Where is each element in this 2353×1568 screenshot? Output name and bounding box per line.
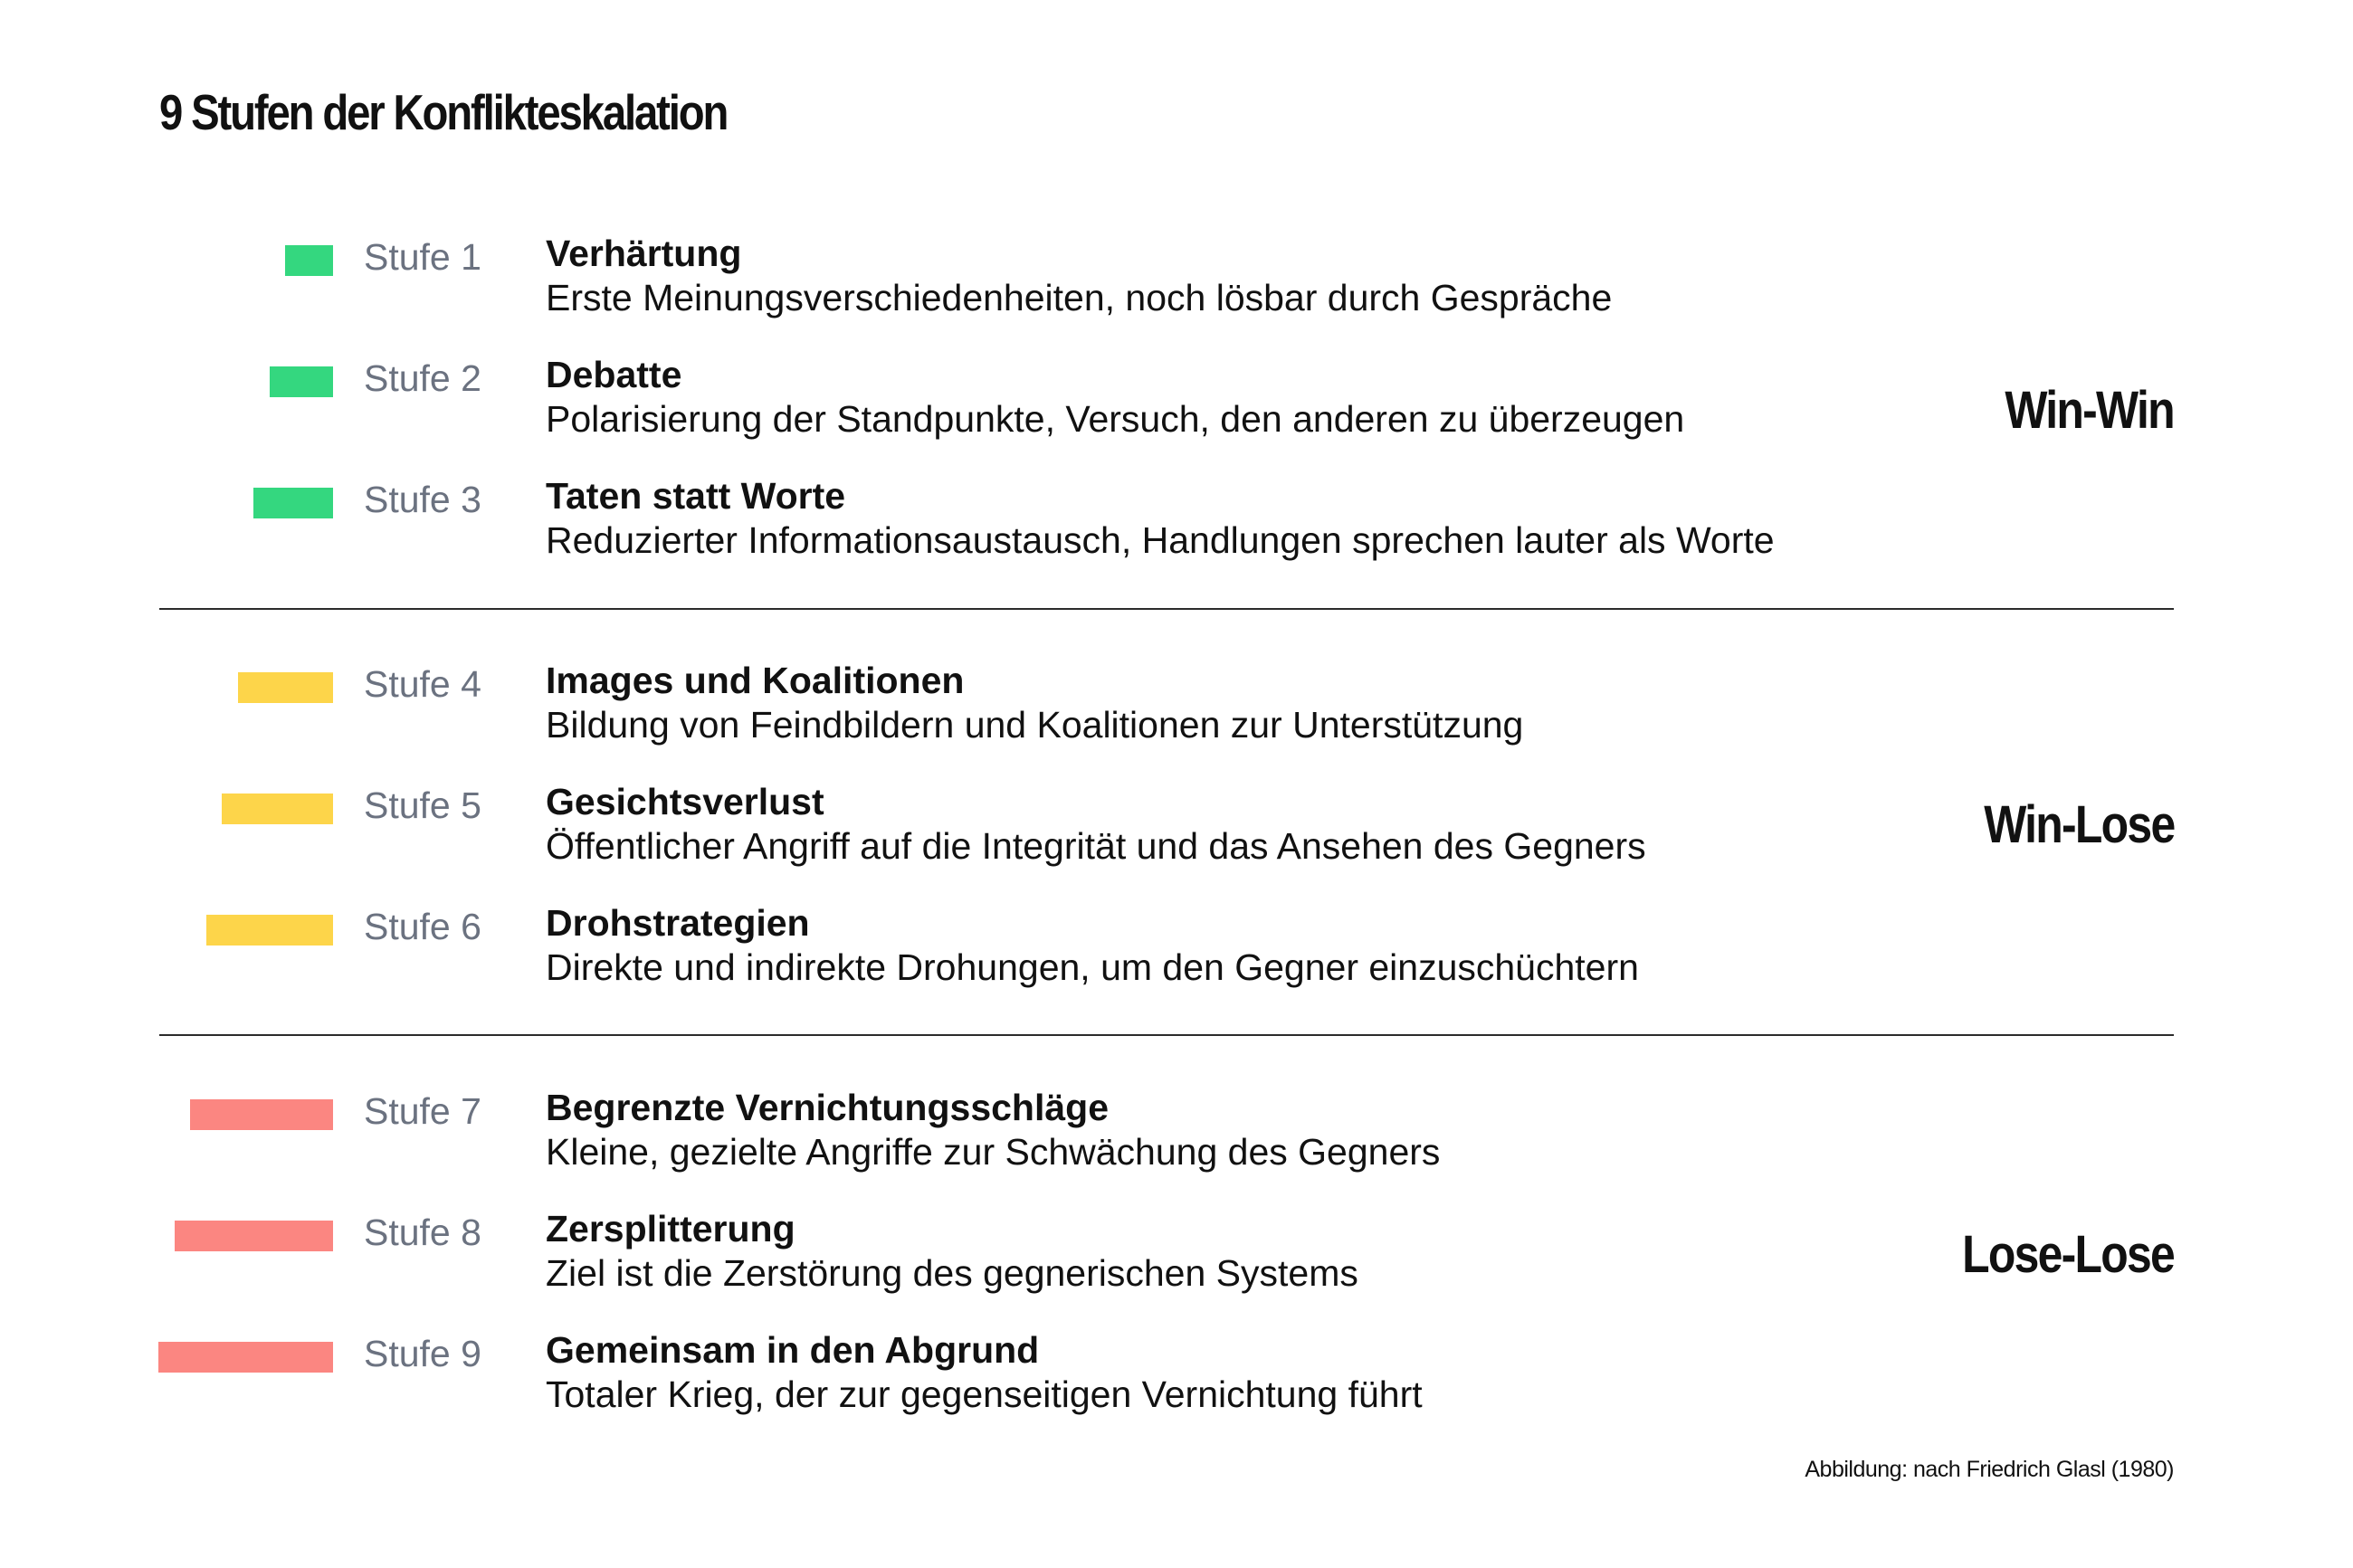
- divider: [159, 608, 2174, 610]
- escalation-bar: [238, 672, 334, 703]
- stage-row: [0, 658, 2353, 757]
- stage-level-label: Stufe 7: [364, 1090, 481, 1132]
- stage-level-label: Stufe 9: [364, 1333, 481, 1374]
- stage-row: [0, 900, 2353, 1000]
- stage-row: [0, 473, 2353, 573]
- escalation-bar: [158, 1342, 333, 1373]
- stage-level-label: Stufe 5: [364, 784, 481, 826]
- stage-level-label: Stufe 6: [364, 906, 481, 947]
- stage-row: [0, 1085, 2353, 1184]
- stage-row: [0, 1327, 2353, 1427]
- stage-name: Gesichtsverlust: [546, 781, 824, 822]
- stage-level-label: Stufe 2: [364, 357, 481, 399]
- stage-level-label: Stufe 3: [364, 479, 481, 520]
- stage-level-label: Stufe 8: [364, 1212, 481, 1253]
- stage-row: [0, 352, 2353, 451]
- stage-name: Zersplitterung: [546, 1208, 795, 1250]
- stage-name: Images und Koalitionen: [546, 660, 965, 701]
- escalation-bar: [253, 488, 333, 518]
- stage-level-label: Stufe 4: [364, 663, 481, 705]
- group-label-lose-lose: Lose-Lose: [1962, 1225, 2174, 1284]
- page-title: 9 Stufen der Konflikteskalation: [159, 84, 728, 140]
- stage-description: Öffentlicher Angriff auf die Integrität und das Ansehen des Gegners: [546, 825, 1646, 867]
- source-caption: Abbildung: nach Friedrich Glasl (1980): [1805, 1457, 2174, 1482]
- stage-description: Reduzierter Informationsaustausch, Handlungen sprechen lauter als Worte: [546, 519, 1775, 561]
- stage-description: Kleine, gezielte Angriffe zur Schwächung des Gegners: [546, 1131, 1441, 1173]
- escalation-bar: [175, 1221, 334, 1251]
- stage-description: Direkte und indirekte Drohungen, um den Gegner einzuschüchtern: [546, 946, 1639, 988]
- stage-name: Drohstrategien: [546, 902, 810, 944]
- stage-description: Polarisierung der Standpunkte, Versuch, den anderen zu überzeugen: [546, 398, 1685, 440]
- stage-name: Begrenzte Vernichtungsschläge: [546, 1087, 1110, 1128]
- stage-description: Erste Meinungsverschiedenheiten, noch lösbar durch Gespräche: [546, 277, 1613, 318]
- escalation-bar: [222, 794, 333, 824]
- stage-name: Verhärtung: [546, 233, 742, 274]
- stage-name: Taten statt Worte: [546, 475, 846, 517]
- stage-level-label: Stufe 1: [364, 236, 481, 278]
- stage-name: Gemeinsam in den Abgrund: [546, 1329, 1040, 1371]
- stage-description: Totaler Krieg, der zur gegenseitigen Vernichtung führt: [546, 1373, 1423, 1415]
- divider: [159, 1034, 2174, 1036]
- stage-name: Debatte: [546, 354, 682, 395]
- escalation-bar: [285, 245, 333, 276]
- stage-description: Bildung von Feindbildern und Koalitionen zur Unterstützung: [546, 704, 1524, 746]
- stage-row: [0, 231, 2353, 330]
- group-label-win-win: Win-Win: [2005, 381, 2174, 440]
- escalation-bar: [190, 1099, 333, 1130]
- escalation-bar: [270, 366, 334, 397]
- escalation-bar: [206, 915, 334, 946]
- group-label-win-lose: Win-Lose: [1983, 795, 2174, 854]
- stage-description: Ziel ist die Zerstörung des gegnerischen Systems: [546, 1252, 1358, 1294]
